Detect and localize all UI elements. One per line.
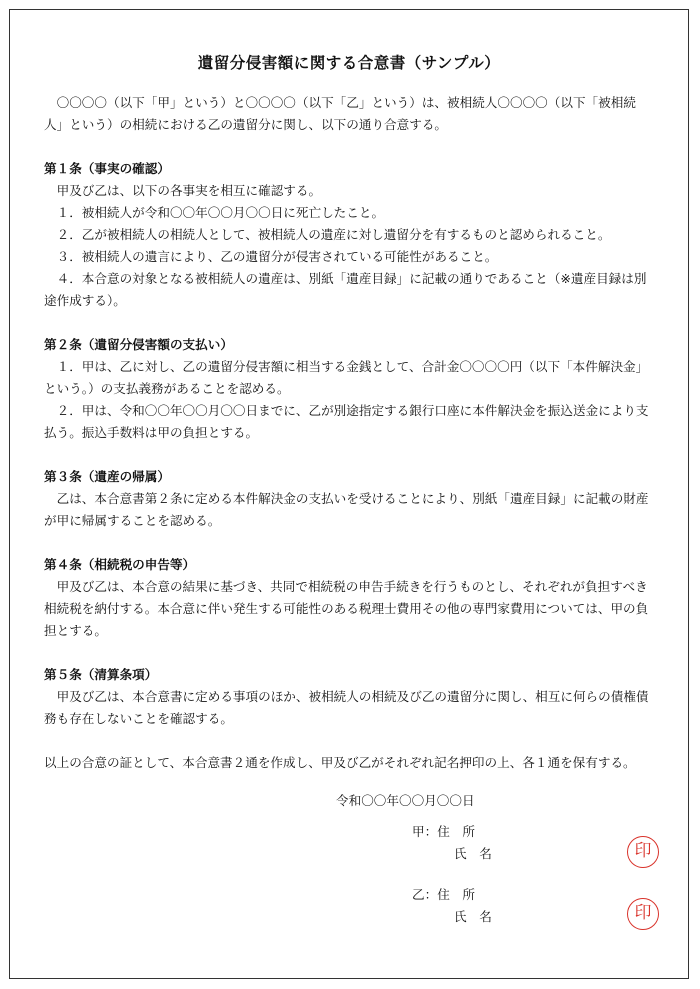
closing-section bbox=[44, 752, 650, 774]
article-4-title: 第４条（相続税の申告等） bbox=[44, 557, 196, 572]
document-page bbox=[9, 9, 689, 979]
article-3-paragraph: 乙は、本合意書第２条に定める本件解決金の支払いを受けることにより、別紙「遺産目録」に記載の財産が甲に帰属することを認める。 bbox=[44, 491, 649, 528]
article-2-title: 第２条（遺留分侵害額の支払い） bbox=[44, 337, 233, 352]
document-title: 遺留分侵害額に関する合意書（サンプル） bbox=[197, 54, 501, 72]
article-1-title: 第１条（事実の確認） bbox=[44, 161, 170, 176]
party-a-seal-icon: 印 bbox=[627, 836, 659, 868]
article-5-paragraph: 甲及び乙は、本合意書に定める事項のほか、被相続人の相続及び乙の遺留分に関し、相互に何らの債権債務も存在しないことを確認する。 bbox=[44, 689, 649, 726]
party-a-name-label: 氏 名 bbox=[454, 846, 492, 861]
article-2-item-2: ２．甲は、令和〇〇年〇〇月〇〇日までに、乙が別途指定する銀行口座に本件解決金を振込送金により支払う。振込手数料は甲の負担とする。 bbox=[44, 403, 649, 440]
article-3-title: 第３条（遺産の帰属） bbox=[44, 469, 170, 484]
closing-paragraph: 以上の合意の証として、本合意書２通を作成し、甲及び乙がそれぞれ記名押印の上、各１通を保有する。 bbox=[44, 755, 636, 770]
party-b-address-label: 乙：住 所 bbox=[412, 887, 475, 902]
article-4-paragraph: 甲及び乙は、本合意の結果に基づき、共同で相続税の申告手続きを行うものとし、それぞれが負担すべき相続税を納付する。本合意に伴い発生する可能性のある税理士費用その他の専門家費用については、甲の負担とする。 bbox=[44, 579, 649, 638]
agreement-date: 令和〇〇年〇〇月〇〇日 bbox=[336, 793, 475, 808]
party-b-block bbox=[412, 884, 492, 928]
article-3 bbox=[44, 466, 650, 532]
article-5 bbox=[44, 664, 650, 730]
party-b-seal-icon: 印 bbox=[627, 898, 659, 930]
document-body bbox=[44, 92, 650, 774]
article-1-item-2: ２．乙が被相続人の相続人として、被相続人の遺産に対し遺留分を有するものと認められること。 bbox=[56, 227, 611, 242]
article-4 bbox=[44, 554, 650, 642]
article-1-item-1: １．被相続人が令和〇〇年〇〇月〇〇日に死亡したこと。 bbox=[56, 205, 385, 220]
article-1 bbox=[44, 158, 650, 312]
article-1-item-4: ４．本合意の対象となる被相続人の遺産は、別紙「遺産目録」に記載の通りであること（※遺産目録は別途作成する）。 bbox=[44, 271, 647, 308]
article-2 bbox=[44, 334, 650, 444]
article-1-paragraph: 甲及び乙は、以下の各事実を相互に確認する。 bbox=[56, 183, 322, 198]
article-5-title: 第５条（清算条項） bbox=[44, 667, 158, 682]
intro-paragraph: 〇〇〇〇（以下「甲」という）と〇〇〇〇（以下「乙」という）は、被相続人〇〇〇〇（以下「被相続人」という）の相続における乙の遺留分に関し、以下の通り合意する。 bbox=[44, 95, 636, 132]
article-1-item-3: ３．被相続人の遺言により、乙の遺留分が侵害されている可能性があること。 bbox=[56, 249, 498, 264]
party-a-address-label: 甲：住 所 bbox=[412, 824, 475, 839]
party-a-block bbox=[412, 821, 492, 865]
party-b-name-label: 氏 名 bbox=[454, 909, 492, 924]
article-2-item-1: １．甲は、乙に対し、乙の遺留分侵害額に相当する金銭として、合計金〇〇〇〇円（以下「本件解決金」という。）の支払義務があることを認める。 bbox=[44, 359, 649, 396]
